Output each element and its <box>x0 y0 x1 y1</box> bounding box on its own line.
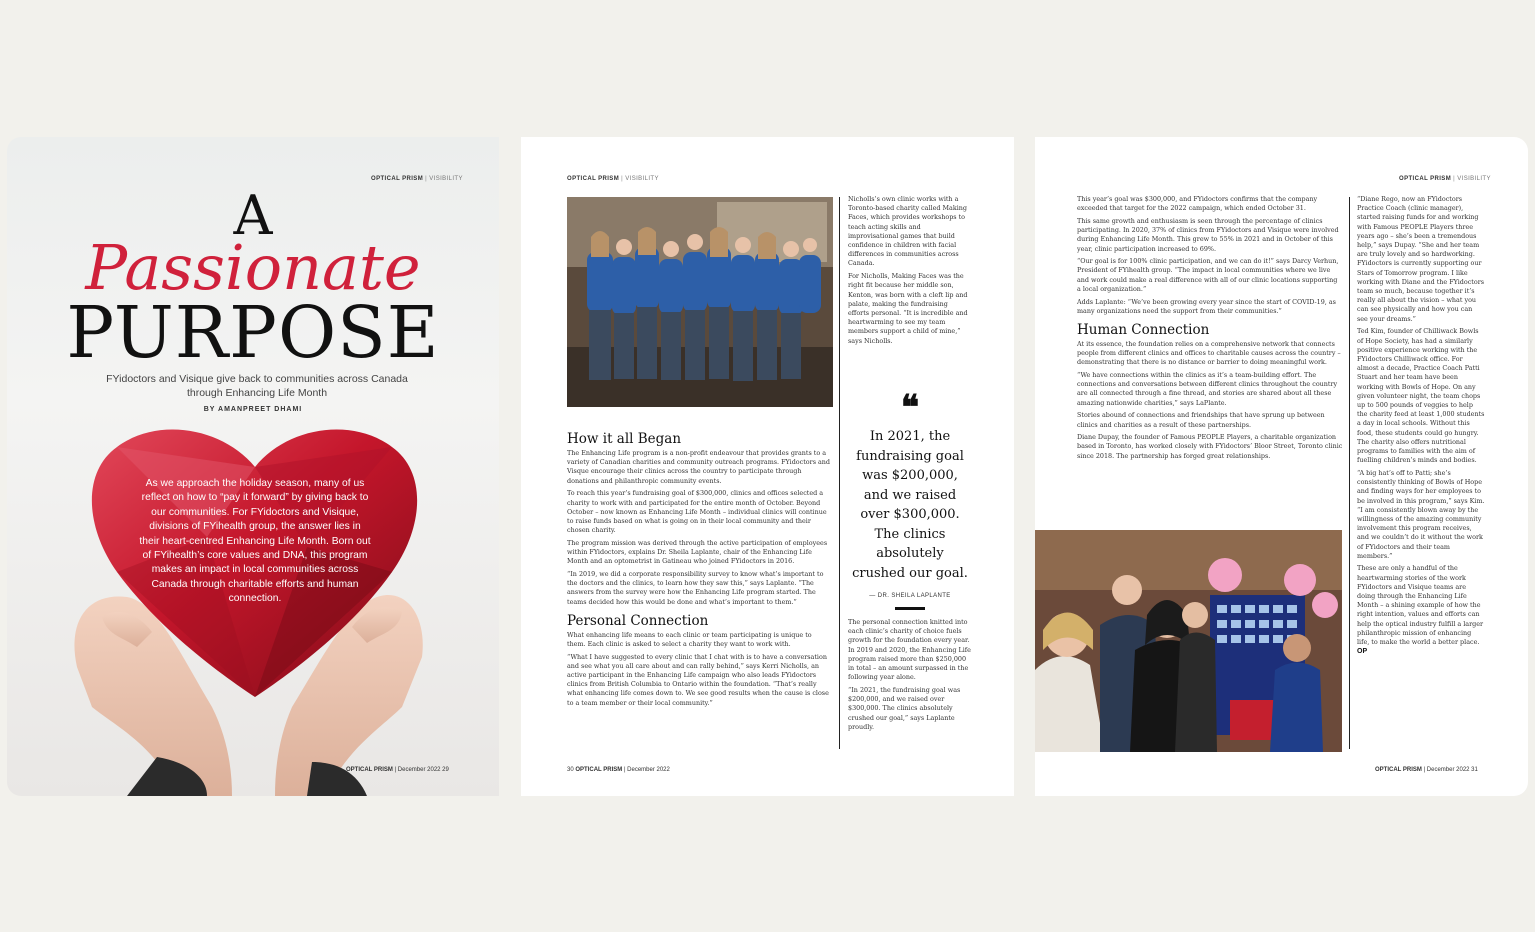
article-main-column: This year’s goal was $300,000, and FYidoctors confirms that the company exceeded that target for the 2022 campaign, which ended October 31. This same growth and enthusiasm is seen through the percentage of clinics participating. In 2020, 37% of clinics from FYidoctors and Visique were involved during Enhancing Life Month. This grew to 55% in 2021 and in October of this year, clinic participation increased to 69%. “Our goal is for 100% clinic participation, and we can do it!” says Darcy Verhun, President of FYihealth group. “The impact in local communities where we live and work could make a real difference with all of our clinic locations supporting a local organization.” Adds Laplante: “We’ve been growing every year since the start of COVID-19, as many organizations need the support from their communities.” Human Connection At its essence, the foundation relies on a comprehensive network that connects people from different clinics and offices to charitable causes across the country – demonstrating that there is no distance or barrier to doing meaningful work. “We have connections within the clinics as it’s a team-building effort. The connections and conversations between different clinics throughout the country are all connected through a fine thread, and stories are shared about all these amazing nationwide charities,” says LaPlante. Stories abound of connections and friendships that have sprung up between clinics and charities as a result of these partnerships. Diane Dupay, the founder of Famous PEOPLE Players, a charitable organization based in Toronto, has worked closely with FYidoctors’ Bloor Street, Toronto clinic since 2018. The partnership has forged great relationships. <box>1077 195 1343 460</box>
heading-human-connection: Human Connection <box>1077 321 1210 338</box>
sidebar-bottom: The personal connection knitted into each clinic’s charity of choice fuels growth for the foundation every year. In 2019 and 2020, the Enhancing Life program raised more than $250,000 in total – an amount surpassed in the following year alone. “In 2021, the fundraising goal was $200,000, and we raised over $300,000. The clinics absolutely crushed our goal,” says Laplante proudly. <box>848 618 971 731</box>
title-a: A <box>233 184 273 247</box>
article-side-column: “Diane Rego, now an FYidoctors Practice Coach (clinic manager), started raising funds for and working with Famous PEOPLE Players three years ago – she’s been a tremendous help,” says Dupay. “She and her team are truly lovely and so hardworking. FYidoctors is currently supporting our Stars of Tomorrow program. I like working with Diane and the FYidoctors team so much, because together it’s really all about the vision – what you can see physically and how you can see your dreams.” Ted Kim, founder of Chilliwack Bowls of Hope Society, has had a similarly positive experience working with the FYidoctors Chilliwack office. For almost a decade, Practice Coach Patti Stuart and her team have been working with Bowls of Hope. On any given volunteer night, the team chops up to 500 pounds of veggies to help the charity feed at least 1,000 students a day in local schools. Without this food, these students could go hungry. The charity also offers nutritional programs to families with the aim of fuelling children’s minds and bodies. “A big hat’s off to Patti; she’s consistently thinking of Bowls of Hope and finding ways for her employees to be involved in this program,” says Kim. “I am consistently blown away by the willingness of the amazing community involvement this program receives, and we couldn’t do it without the work of FYidoctors and their team members.” These are only a handful of the heartwarming stories of the work FYidoctors and Visique teams are doing through the Enhancing Life Month – a shining example of how the right intention, values and efforts can help the optical industry fulfill a larger philanthropic mission of enhancing life, to make the world a better place. OP <box>1357 195 1485 656</box>
pull-quote: ❝ In 2021, the fundraising goal was $200,000, and we raised over $300,000. The clinics absolutely crushed our goal. — DR. SHEILA LAPLANTE <box>848 395 972 610</box>
end-mark: OP <box>1357 648 1368 656</box>
title-passionate: Passionate <box>85 231 421 304</box>
folio: OPTICAL PRISM | December 2022 31 <box>1375 767 1478 773</box>
quote-icon: ❝ <box>900 388 920 428</box>
running-header: OPTICAL PRISM | VISIBILITY <box>1399 176 1491 182</box>
article-left-column: How it all Began The Enhancing Life program is a non-profit endeavour that provides grants to a variety of Canadian charities and community outreach programs. FYidoctors and Visque encourage their clinics across the country to participate through donations and philanthropic community events. To reach this year’s fundraising goal of $300,000, clinics and offices selected a charity to work with and participated for the entire month of October. Beyond October – now known as Enhancing Life Month – individual clinics will continue to raise funds based on what is going on in their local community and their chosen charity. The program mission was derived through the active participation of employees within FYidoctors, explains Dr. Sheila Laplante, chair of the Enhancing Life Month and an optometrist in Gatineau who joined FYidoctors in 2016. “In 2019, we did a corporate responsibility survey to know what’s important to the doctors and the clinics, to learn how they saw this,” says Laplante. “The answers from the survey were how the Enhancing Life program started. The teams decided how this would be done and what’s important to them.” Personal Connection What enhancing life means to each clinic or team participating is unique to them. Each clinic is asked to select a charity they want to work with. “What I have suggested to every clinic that I chat with is to have a conversation and see what you all care about and can rally behind,” says Kerri Nicholls, an active participant in the Enhancing Life campaign who also leads FYidoctors clinics from British Columbia to Ontario within the foundation. “That’s really what enhancing life comes down to. We see good results when the cause is close to a team member or their local community.” <box>567 431 831 707</box>
quote-divider <box>895 607 925 610</box>
team-photo <box>567 197 833 407</box>
column-rule <box>1349 197 1350 749</box>
page-31 <box>1035 137 1528 796</box>
sidebar-top: Nicholls’s own clinic works with a Toronto-based charity called Making Faces, which provides workshops to teach acting skills and improvisational games that build confidence in children with facial differences in communities across Canada. For Nicholls, Making Faces was the right fit because her middle son, Kenton, was born with a cleft lip and palate, making the fundraising efforts personal. “It is incredible and heartwarming to see my team members support a child of mine,” says Nicholls. <box>848 195 968 345</box>
running-header: OPTICAL PRISM | VISIBILITY <box>567 176 659 182</box>
folio: OPTICAL PRISM | December 2022 29 <box>346 767 449 773</box>
selfie-photo <box>1035 530 1342 752</box>
heading-personal-connection: Personal Connection <box>567 612 709 629</box>
running-header: OPTICAL PRISM | VISIBILITY <box>371 176 463 182</box>
column-rule <box>839 197 840 749</box>
quote-attribution: — DR. SHEILA LAPLANTE <box>869 593 951 599</box>
page-29 <box>7 137 499 796</box>
folio: 30 OPTICAL PRISM | December 2022 <box>567 767 670 773</box>
title-purpose: PURPOSE <box>66 291 440 374</box>
intro-text: As we approach the holiday season, many of us reflect on how to “pay it forward” by giving back to our communities. For FYidoctors and Visique, divisions of FYihealth group, the answer lies in their heart-centred Enhancing Life Month. Born out of FYihealth’s core values and DNA, this program makes an impact in local communities across Canada through charitable efforts and human connection. <box>139 478 371 605</box>
deck: FYidoctors and Visique give back to communities across Canada through Enhancing Life Month <box>106 373 408 399</box>
byline: BY AMANPREET DHAMI <box>203 406 303 413</box>
page-30 <box>521 137 1014 796</box>
heading-how-it-began: How it all Began <box>567 431 682 447</box>
